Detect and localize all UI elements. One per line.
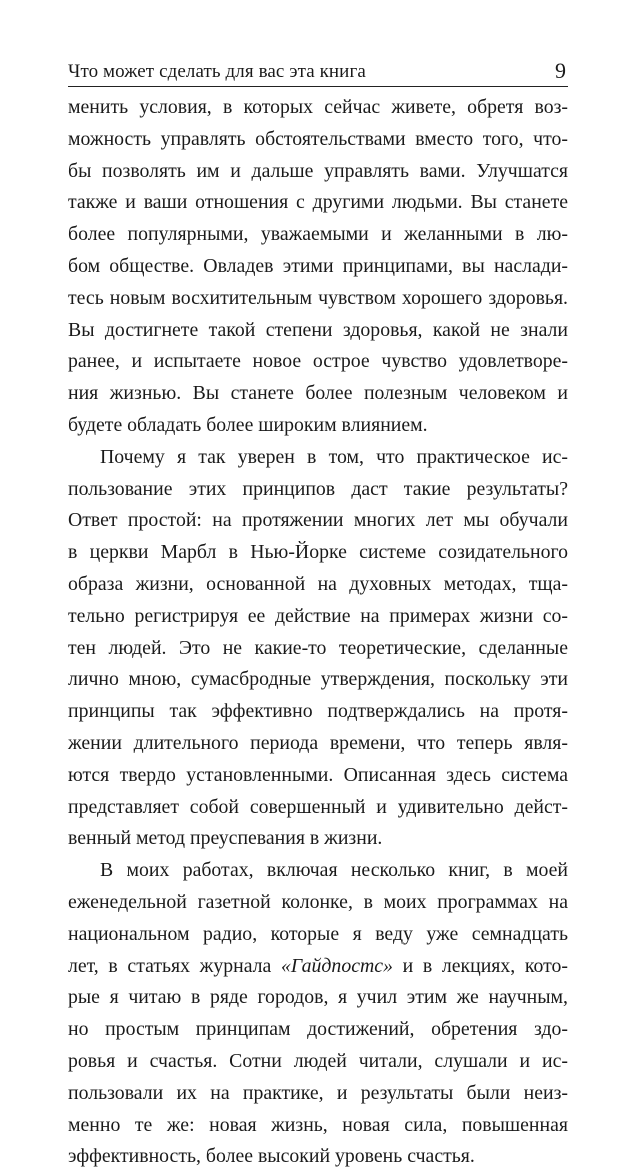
running-title: Что может сделать для вас эта книга [68,61,366,82]
text-line: В моих работах, включая несколько книг, в моей [100,859,568,882]
text-run: лет, в статьях журнала [68,954,281,977]
text-line: образа жизни, основанной на духовных методах, тща- [68,572,568,595]
text-line: пользование этих принципов даст такие результаты? [68,477,568,500]
text-line: можность управлять обстоятельствами вместо того, что- [68,127,568,150]
text-line: также и ваши отношения с другими людьми. Вы станете [68,191,568,214]
text-line: менно те же: новая жизнь, новая сила, повышенная [68,1113,568,1136]
running-header [68,58,568,87]
text-line: ровья и счастья. Сотни людей читали, слушали и ис- [68,1049,568,1072]
text-line: менить условия, в которых сейчас живете, обретя воз- [68,96,568,118]
text-line: ранее, и испытаете новое острое чувство удовлетворе- [68,350,568,373]
body-text [68,92,568,1173]
text-line: ются твердо установленными. Описанная здесь система [68,763,568,786]
text-line: ния жизнью. Вы станете более полезным человеком и [68,382,568,405]
text-line: венный метод преуспевания в жизни. [68,827,383,850]
text-line: тен людей. Это не какие-то теоретические, сделанные [68,636,568,659]
text-run: и в лекциях, кото- [392,954,568,977]
text-line: принципы так эффективно подтверждались на протя- [68,700,568,723]
page-number: 9 [555,58,566,83]
text-line: еженедельной газетной колонке, в моих программах на [68,890,568,913]
text-line: бом обществе. Овладев этими принципами, вы наслади- [68,254,568,277]
text-line: национальном радио, которые я веду уже семнадцать [68,922,568,945]
text-line: лично мною, сумасбродные утверждения, поскольку эти [68,668,568,691]
text-line: тельно регистрируя ее действие на примерах жизни со- [68,604,568,627]
text-line: в церкви Марбл в Нью-Йорке системе созидательного [68,541,568,564]
text-line: но простым принципам достижений, обретения здо- [68,1018,568,1041]
text-line: более популярными, уважаемыми и желанными в лю- [68,223,568,246]
text-line: Ответ простой: на протяжении многих лет мы обучали [68,509,568,532]
paragraph [68,442,568,855]
text-line: жении длительного периода времени, что теперь явля- [68,731,568,754]
text-line: эффективность, более высокий уровень счастья. [68,1145,475,1168]
text-line [68,951,568,983]
text-line: Вы достигнете такой степени здоровья, какой не знали [68,318,568,341]
paragraph [68,92,568,442]
text-line: рые я читаю в ряде городов, я учил этим же научным, [68,986,568,1009]
text-line: пользовали их на практике, и результаты были неиз- [68,1081,568,1104]
text-line: бы позволять им и дальше управлять вами. Улучшатся [68,159,568,182]
text-line: представляет собой совершенный и удивительно дейст- [68,795,568,818]
text-line: Почему я так уверен в том, что практическое ис- [100,445,568,468]
paragraph [68,855,568,1173]
journal-title: «Гайдпостс» [280,954,393,977]
text-line: тесь новым восхитительным чувством хорошего здоровья. [68,286,568,309]
text-line: будете обладать более широким влиянием. [68,413,428,436]
